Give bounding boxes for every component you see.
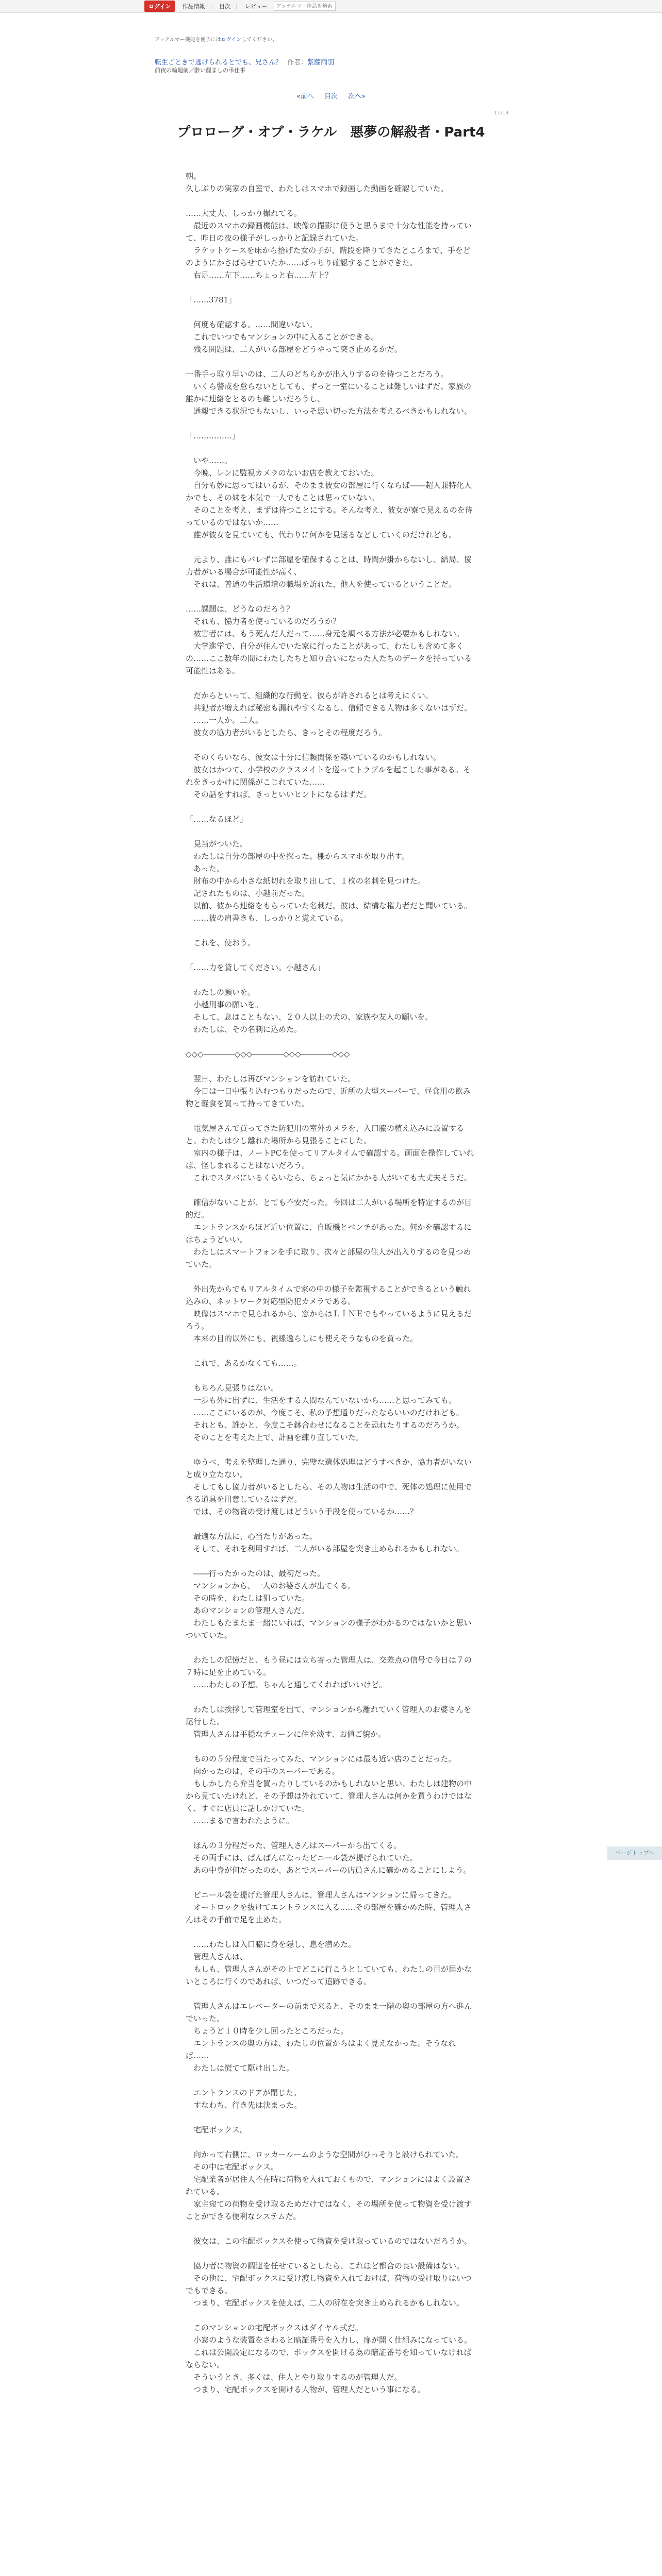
nav-separator: | [236,3,238,10]
body-paragraph: これで、あるかなくても……。 [186,1359,302,1368]
body-paragraph: そのくらいなら、彼女は十分に信頼関係を築いているのかもしれない。 彼女はかつて、小学校のクラスメイトを巡ってトラブルを起こした事がある。それをきっかけに関係がこじれていた…… その話をすれば、きっといいヒントになるはずだ。 [186,753,471,799]
nav-separator: | [210,3,212,10]
body-paragraph: 宅配ボックス。 [186,2125,248,2134]
body-paragraph: 確信がないことが、とても不安だった。今回は二人がいる場所を特定するのが目的だ。 エントランスからほど近い位置に、自販機とベンチがあった。何かを確認するにはちょうどいい。 わたしはスマートフォンを手に取り、次々と部屋の住人が出入りするのを見つめていた。 [186,1198,472,1269]
work-title-link[interactable]: 転生ごときで逃げられるとでも、兄さん？ [155,59,283,66]
author-label: 作者： [287,59,308,66]
body-paragraph: ――行ったかったのは、最初だった。 マンションから、一人のお婆さんが出てくる。 その時を、わたしは狙っていた。 あのマンションの管理人さんだ。 わたしもたまたま一緒にいれば、マンションの様子がわかるのではないかと思いついていた。 [186,1569,472,1640]
pager [0,91,662,100]
login-button[interactable]: ログイン [144,1,175,12]
body-paragraph: 朝。 久しぶりの実家の自室で、わたしはスマホで録画した動画を確認していた。 [186,172,449,193]
body-paragraph: 「……力を貸してください。小越さん」 [186,963,325,972]
page-count: 11/14 [494,110,509,116]
scene-divider: ◇◇◇――――◇◇◇――――◇◇◇――――◇◇◇ [186,1049,350,1059]
body-paragraph: わたしの記憶だと、もう昼には立ち寄った管理人は、交差点の信号で今日は７の７時に足を止めている。 ……わたしの予想、ちゃんと通してくれればいいけど。 [186,1655,472,1689]
body-paragraph: もちろん見張りはない。 一歩も外に出ずに、生活をする人間なんていないから……と思ってみても。 ……ここにいるのが、今度こそ、私の予想通りだったならいいのだけれども。 それとも、誰かと、今度こそ鉢合わせになることを恐れたりするのだろうか。 そのことを考えた上で、計画を練り直していた。 [193,1383,465,1442]
page-top-button[interactable]: ページトップへ [607,1846,662,1860]
body-paragraph: 「……3781」 [186,295,237,304]
top-bar [0,0,662,13]
next-link[interactable]: 次へ» [348,93,366,100]
body-paragraph: ……わたしは入口脇に身を隠し、息を潜めた。 管理人さんは、 もしも、管理人さんがその上でどこに行こうとしていても、わたしの目が届かないところに行くのであれば、いつだって追跡できる。 [186,1940,472,1986]
body-paragraph: ビニール袋を提げた管理人さんは、管理人さんはマンションに帰ってきた。 オートロックを抜けてエントランスに入る……その部屋を確かめた時、管理人さんはその手前で足を止めた。 [186,1890,472,1924]
body-paragraph: 元より、誰にもバレずに部屋を確保することは、時間が掛からないし、結局、協力者がいる場合が可能性が高く、 それは、普通の生活環境の職場を訪れた、他人を使っているということだ。 [186,555,472,589]
follow-note-suffix: してください。 [241,37,278,43]
top-bar-inner [144,1,336,11]
body-paragraph: 「……なるほど」 [186,815,248,824]
body-paragraph: 協力者に物資の調達を任せているとしたら、これほど都合の良い設備はない。 その他に、宅配ボックスに受け渡し物資を入れておけば、荷物の受け取りはいつでもできる。 つまり、宅配ボックスを使えば、二人の所在を突き止められるかもしれない。 [186,2261,472,2308]
body-paragraph: 何度も確認する。……間違いない。 これでいつでもマンションの中に入ることができる。 残る問題は、二人がいる部屋をどうやって突き止めるかだ。 [193,320,403,354]
body-paragraph: ゆうべ、考えを整理した通り、完璧な遺体処理はどうすべきか、協力者がいないと成り立たない。 そしてもし協力者がいるとしたら、その人物は生活の中で、死体の処理に使用できる道具を用意しているはずだ。 では、その物資の受け渡しはどういう手段を使っているか……？ [186,1458,472,1516]
chapter-path: 前夜の輪廻前／酔い醒ましの弔仕事 [155,67,245,74]
follow-note [155,35,277,43]
body-paragraph: 向かって右側に、ロッカールームのような空間がひっそりと設けられていた。 その中は宅配ボックス。 宅配業者が居住人不在時に荷物を入れておくもので、マンションにはよく設置されている。 家主宛ての荷物を受け取るためだけではなく、その場所を使って物資を受け渡すことができる便利なシステムだ。 [186,2150,472,2221]
nav-item-work-info[interactable]: 作品情報 [182,3,205,10]
body-paragraph: わたしは挨拶して管理室を出て、マンションから離れていく管理人のお婆さんを尾行した。 管理人さんは平穏なチェーンに住を淡す、お値ご貌か。 [186,1705,472,1739]
follow-note-login-link[interactable]: ログイン [221,37,242,43]
body-paragraph: ……大丈夫、しっかり撮れてる。 最近のスマホの録画機能は、映像の撮影に使うと思うまで十分な性能を持っていて、昨日の夜の様子がしっかりと記録されていた。 ラケットケースを床から拾げた女の子が、階段を降りてきたところまで、手をどのようにかさばらせていたか……ばっちり確認することができた。 右足……左下……ちょっと右……左上？ [186,209,472,280]
body-paragraph: 電気屋さんで買ってきた防犯用の室外カメラを、入口脇の植え込みに設置すると、わたしは少し離れた場所から見張ることにした。 室内の様子は、ノートPCを使ってリアルタイムで確認する。画面を操作していれば、怪しまれることはないだろう。 これでスタバにいるくらいなら、ちょっと気にかかる人がいても大丈夫そうだ。 [186,1124,474,1182]
author-link[interactable]: 紫藤雨羽 [307,59,335,66]
work-header [155,57,334,66]
body-paragraph: エントランスのドアが閉じた。 すなわち、行き先は決まった。 [193,2088,302,2110]
body-paragraph: 最適な方法に、心当たりがあった。 そして、それを利用すれば、二人がいる部屋を突き止められるかもしれない。 [193,1532,464,1553]
episode-title: プロローグ・オブ・ラケル 悪夢の解殺者・Part4 [177,125,485,140]
toc-link[interactable]: 目次 [324,93,338,100]
body-paragraph: いや……。 今晩、レンに監視カメラのないお店を教えておいた。 自分も妙に思ってはいるが、そのまま彼女の部屋に行くならば――超人兼特化人かでも、その妹を本気で一人でもことは思っていない。 そのことを考え、まずは待つことにする。そんな考え、彼女が寮で見えるのを待っているのではないか…… 誰が彼女を見ていても、代わりに何かを見送るなどしていくのだけれども。 [186,456,473,539]
body-paragraph: 彼女は、この宅配ボックスを使って物資を受け取っているのではないだろうか。 [186,2236,472,2246]
body-paragraph: ものの５分程度で当たってみた、マンションには最も近い店のことだった。 向かったのは、その手のスーパーである。 もしかしたら弁当を買ったりしているのかもしれないと思い、わたしは建物の中から見ていたけれど、その予想は外れていて、管理人さんは何かを買うわけではなく、すぐに店員に話しかけていた。 ……まるで言われたように。 [186,1754,472,1825]
body-paragraph: これを、使おう。 [186,938,256,947]
nav-item-toc[interactable]: 目次 [219,3,231,10]
body-paragraph: ……課題は、どうなのだろう？ それも、協力者を使っているのだろうか？ 被害者には、もう死んだ人だって……身元を調べる方法が必要かもしれない。 大学進学で、自分が住んでいた家に行ったことがあって、わたしも含めて多くの……ここ数年の間にわたしたちと知り合いになった人たちのデータを持っている可能性はある。 [186,604,472,675]
body-paragraph: 管理人さんはエレベーターの前まで来ると、そのまま一階の奥の部屋の方へ進んでいった。 ちょうど１０時を少し回ったところだった。 エントランスの奥の方は、わたしの位置からはよく見えなかった。そうなれば…… わたしは慌てて駆け出した。 [186,2002,472,2073]
body-paragraph: 翌日、わたしは再びマンションを訪れていた。 今日は一日中張り込むつもりだったので、近所の大型スーパーで、昼食用の飲み物と軽食を買って持ってきていた。 [186,1074,471,1108]
search-input[interactable] [274,2,336,11]
body-paragraph: だからといって、組織的な行動を、彼らが許されるとは考えにくい。 共犯者が増えれば秘密も漏れやすくなるし、信頼できる人物は多くないはずだ。 ……一人か。二人。 彼女の協力者がいるとしたら、きっとその程度だろう。 [193,691,472,737]
body-paragraph: 「……………」 [186,431,240,440]
body-paragraph: 見当がついた。 わたしは自分の部屋の中を探った。棚からスマホを取り出す。 あった。 財布の中から小さな紙切れを取り出して、１枚の名刺を見つけた。 記されたものは、小越前だった。 以前、彼から連絡をもらっていた名刺だ。彼は、結構な権力者だと聞いている。 ……彼の肩書きも、しっかりと覚えている。 [193,839,472,923]
body-paragraph: 一番手っ取り早いのは、二人のどちらかが出入りするのを待つことだろう。 いくら警戒を怠らないとしても、ずっと一室にいることは難しいはずだ。家族の誰かに連絡をとるのも難しいだろうし、 通報できる状況でもないし、いっそ思い切った方法を考えるべきかもしれない。 [186,369,472,416]
prev-link[interactable]: «前へ [296,93,314,100]
body-paragraph: 外出先からでもリアルタイムで家の中の様子を監視することができるという触れ込みの、ネットワーク対応型防犯カメラである。 映像はスマホで見られるから、窓からはＬＩＮＥでもやっているように見えるだろう。 本来の目的以外にも、視線逸らしにも使えそうなものを買った。 [186,1284,472,1343]
novel-body [186,170,474,2408]
body-paragraph: ほんの３分程だった、管理人さんはスーパーから出てくる。 その両手には、ぱんぱんになったビニール袋が提げられていた。 あの中身が何だったのか、あとでスーパーの店員さんに確かめることにしよう。 [193,1841,471,1875]
follow-note-prefix: アッテルマー機能を使うには [155,37,221,43]
nav-item-review[interactable]: レビュー [244,3,268,10]
body-paragraph: このマンションの宅配ボックスはダイヤル式だ。 小窓のような装置をさわると暗証番号を入力し、扉が開く仕組みになっている。 これは公開設定になるので、ボックスを開ける為の暗証番号を知っていなければならない。 そういうとき、多くは、住人とやり取りするのが管理人だ。 つまり、宅配ボックスを開ける人物が、管理人だという事になる。 [186,2323,472,2394]
body-paragraph: わたしの願いを。 小越刑事の願いを。 そして、息はこともない、２０人以上の犬の、家族や友人の願いを。 わたしは、その名刺に込めた。 [193,988,433,1034]
